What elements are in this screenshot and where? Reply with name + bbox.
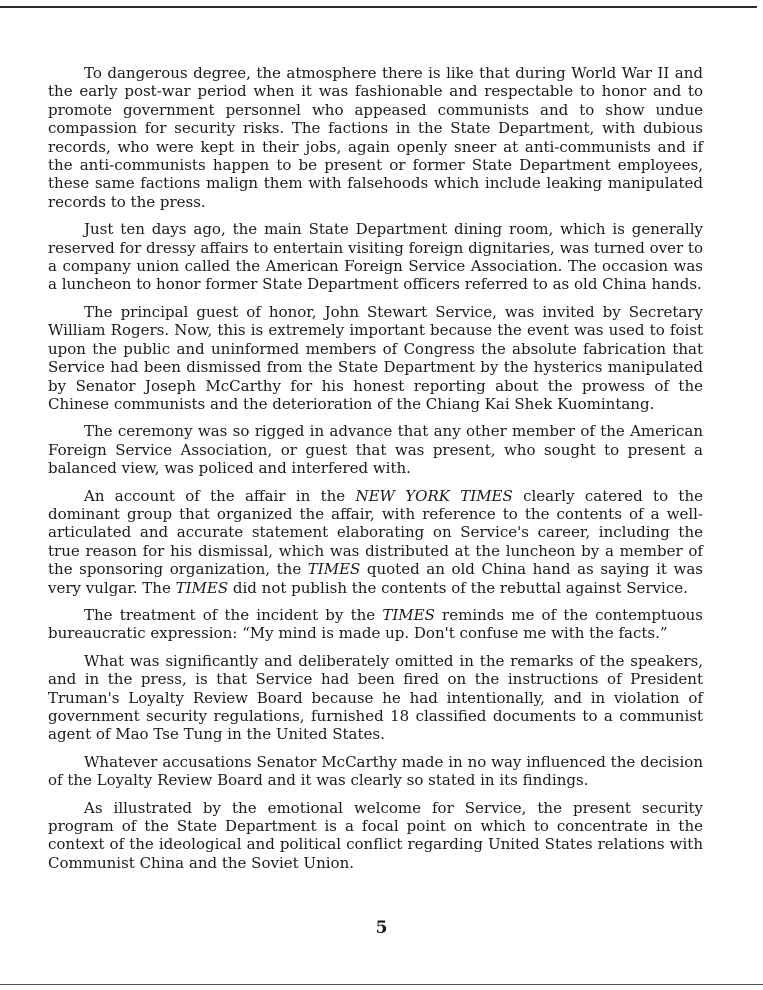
text-run: did not publish the contents of the rebuttal against Service.	[228, 578, 688, 597]
body-paragraph	[48, 799, 703, 873]
body-paragraph	[48, 606, 703, 643]
text-run: The treatment of the incident by the	[84, 605, 383, 624]
body-paragraph	[48, 422, 703, 477]
document-body	[48, 64, 703, 881]
text-run: Whatever accusations Senator McCarthy made in no way influenced the decision of the Loyalty Review Board and it was clearly so stated in its findings.	[48, 752, 703, 790]
body-paragraph	[48, 303, 703, 413]
publication-name: TIMES	[382, 605, 435, 624]
publication-name: TIMES	[307, 560, 361, 579]
text-run: The principal guest of honor, John Stewart Service, was invited by Secretary William Rogers. Now, this is extremely important because the event was used to foist upon the public and uninformed members of Congress the absolute fabrication that Service had been dismissed from the State Department by the hysterics manipulated by Senator Joseph McCarthy for his honest reporting about the prowess of the Chinese communists and the deterioration of the Chiang Kai Shek Kuomintang.	[48, 302, 703, 413]
text-run: The ceremony was so rigged in advance that any other member of the American Foreign Service Association, or guest that was present, who sought to present a balanced view, was policed and interfered with.	[48, 422, 703, 478]
publication-name: NEW YORK TIMES	[355, 486, 513, 505]
body-paragraph	[48, 753, 703, 790]
body-paragraph	[48, 64, 703, 211]
body-paragraph	[48, 652, 703, 744]
text-run: As illustrated by the emotional welcome for Service, the present security program of the State Department is a focal point on which to concentrate in the context of the ideological and political conflict regarding United States relations with Communist China and the Soviet Union.	[48, 798, 703, 872]
top-border-rule	[0, 6, 757, 8]
text-run: quoted an old China hand as saying it was very vulgar. The	[48, 560, 703, 597]
body-paragraph	[48, 220, 703, 294]
body-paragraph	[48, 487, 703, 597]
text-run: reminds me of the contemptuous bureaucratic expression: “My mind is made up. Don't confuse me with the facts.”	[48, 605, 703, 643]
text-run: To dangerous degree, the atmosphere there is like that during World War II and the early post-war period when it was fashionable and respectable to honor and to promote government personnel who appeased communists and to show undue compassion for security risks. The factions in the State Department, with dubious records, who were kept in their jobs, again openly sneer at anti-communists and if the anti-communists happen to be present or former State Department employees, these same factions malign them with falsehoods which include leaking manipulated records to the press.	[48, 64, 703, 211]
text-run: clearly catered to the dominant group that organized the affair, with reference to the contents of a well-articulated and accurate statement elaborating on Service's career, including the true reason for his dismissal, which was distributed at the luncheon by a member of the sponsoring organization, the	[48, 486, 703, 579]
text-run: An account of the affair in the	[84, 486, 356, 505]
text-run: What was significantly and deliberately omitted in the remarks of the speakers, and in the press, is that Service had been fired on the instructions of President Truman's Loyalty Review Board because he had intentionally, and in violation of government security regulations, furnished 18 classified documents to a communist agent of Mao Tse Tung in the United States.	[48, 651, 703, 744]
publication-name: TIMES	[175, 578, 229, 597]
text-run: Just ten days ago, the main State Department dining room, which is generally reserved for dressy affairs to entertain visiting foreign dignitaries, was turned over to a company union called the American Foreign Service Association. The occasion was a luncheon to honor former State Department officers referred to as old China hands.	[48, 220, 703, 294]
bottom-border-rule	[0, 984, 763, 985]
page-number: 5	[375, 918, 388, 938]
